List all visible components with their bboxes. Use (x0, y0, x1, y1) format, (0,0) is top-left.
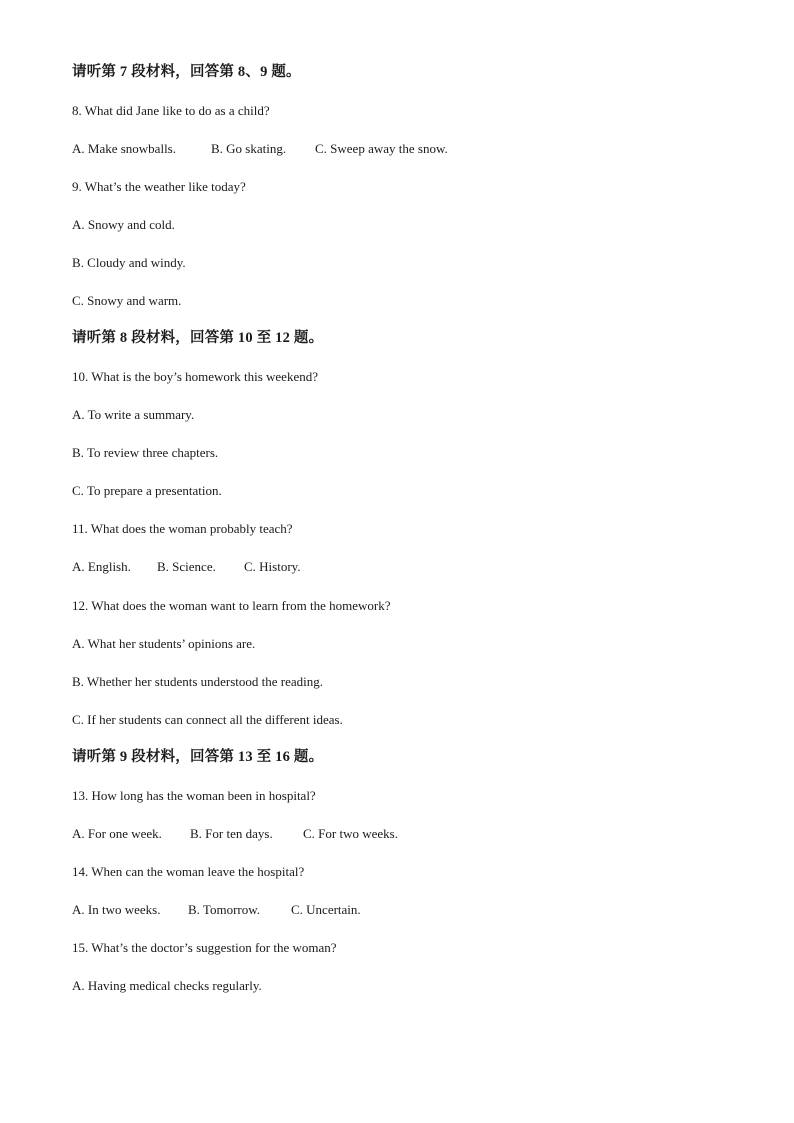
question-8-option-a: A. Make snowballs. (72, 141, 176, 156)
section-heading-7: 请听第 7 段材料，回答第 8、9 题。 (72, 64, 301, 80)
question-12-option-b: B. Whether her students understood the reading. (72, 674, 324, 689)
question-8-stem: 8. What did Jane like to do as a child? (72, 103, 270, 118)
question-8-option-b: B. Go skating. (211, 141, 287, 156)
question-14-option-c: C. Uncertain. (291, 902, 361, 917)
question-11-option-a: A. English. (72, 559, 131, 574)
question-12-stem: 12. What does the woman want to learn from the homework? (72, 598, 391, 613)
question-9-option-c: C. Snowy and warm. (72, 293, 182, 308)
question-11-stem: 11. What does the woman probably teach? (72, 521, 293, 536)
question-13-stem: 13. How long has the woman been in hospital? (72, 788, 316, 803)
section-heading-9: 请听第 9 段材料，回答第 13 至 16 题。 (72, 749, 324, 765)
question-14-stem: 14. When can the woman leave the hospital? (72, 864, 305, 879)
question-10-option-a: A. To write a summary. (72, 407, 195, 422)
question-10-stem: 10. What is the boy’s homework this weekend? (72, 369, 318, 384)
question-9-option-a: A. Snowy and cold. (72, 217, 175, 232)
section-heading-8: 请听第 8 段材料，回答第 10 至 12 题。 (72, 330, 324, 346)
question-14-option-a: A. In two weeks. (72, 902, 161, 917)
question-11-option-b: B. Science. (157, 559, 216, 574)
question-10-option-b: B. To review three chapters. (72, 445, 219, 460)
question-15-stem: 15. What’s the doctor’s suggestion for the woman? (72, 940, 337, 955)
question-15-option-a: A. Having medical checks regularly. (72, 978, 262, 993)
question-13-option-a: A. For one week. (72, 826, 162, 841)
question-11-option-c: C. History. (244, 559, 301, 574)
question-8-option-c: C. Sweep away the snow. (315, 141, 448, 156)
question-10-option-c: C. To prepare a presentation. (72, 483, 222, 498)
question-9-option-b: B. Cloudy and windy. (72, 255, 186, 270)
question-9-stem: 9. What’s the weather like today? (72, 179, 246, 194)
question-13-option-c: C. For two weeks. (303, 826, 398, 841)
question-13-option-b: B. For ten days. (190, 826, 273, 841)
question-12-option-c: C. If her students can connect all the different ideas. (72, 712, 343, 727)
question-12-option-a: A. What her students’ opinions are. (72, 636, 256, 651)
question-14-option-b: B. Tomorrow. (188, 902, 261, 917)
